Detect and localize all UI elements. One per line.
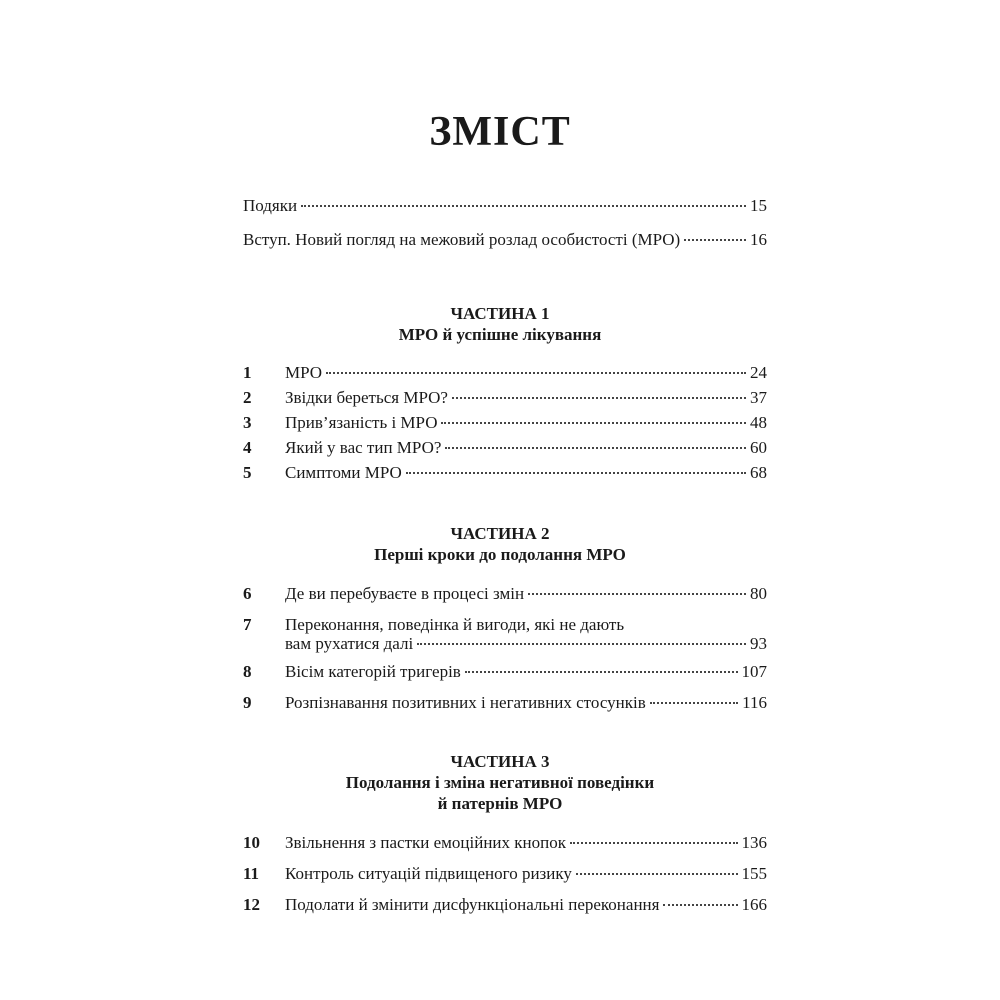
dot-leader <box>663 904 737 906</box>
toc-page-number: 155 <box>741 864 767 883</box>
dot-leader <box>528 593 746 595</box>
toc-page-number: 37 <box>750 388 767 407</box>
toc-chapter-8[interactable] <box>243 661 767 683</box>
dot-leader <box>465 671 738 673</box>
toc-chapter-1[interactable] <box>243 362 767 384</box>
chapter-number: 9 <box>243 693 252 712</box>
part-3-heading: ЧАСТИНА 3 <box>450 752 550 771</box>
dot-leader <box>417 643 746 645</box>
chapter-title: Звільнення з пастки емоційних кнопок <box>285 833 566 852</box>
part-1-heading: ЧАСТИНА 1 <box>450 304 550 323</box>
toc-entry-acknowledgements[interactable] <box>243 195 767 217</box>
part-1-subtitle: МРО й успішне лікування <box>398 325 602 344</box>
part-2-subtitle: Перші кроки до подолання МРО <box>374 545 626 564</box>
toc-chapter-12[interactable] <box>243 894 767 916</box>
chapter-title: Переконання, поведінка й вигоди, які не дають <box>285 615 625 634</box>
toc-entry-label: Вступ. Новий погляд на межовий розлад особистості (МРО) <box>243 230 681 249</box>
toc-page-number: 116 <box>742 693 767 712</box>
toc-chapter-6[interactable] <box>243 583 767 605</box>
chapter-title: Розпізнавання позитивних і негативних стосунків <box>285 693 646 712</box>
dot-leader <box>650 702 738 704</box>
dot-leader <box>684 239 746 241</box>
toc-page-number: 136 <box>741 833 767 852</box>
toc-page-number: 48 <box>750 413 767 432</box>
toc-entry-introduction[interactable] <box>243 229 767 251</box>
chapter-title: Прив’язаність і МРО <box>285 413 438 432</box>
page-title: ЗМІСТ <box>429 109 571 155</box>
chapter-number: 8 <box>243 662 252 681</box>
toc-chapter-10[interactable] <box>243 832 767 854</box>
toc-page-number: 93 <box>750 634 767 653</box>
dot-leader <box>570 842 738 844</box>
chapter-number: 2 <box>243 388 252 407</box>
chapter-title: Контроль ситуацій підвищеного ризику <box>285 864 572 883</box>
part-3-subtitle-line-2: й патернів МРО <box>437 794 563 813</box>
dot-leader <box>301 205 746 207</box>
toc-entry-label: Подяки <box>243 196 298 215</box>
toc-page-number: 107 <box>741 662 767 681</box>
dot-leader <box>576 873 738 875</box>
chapter-title: Подолати й змінити дисфункціональні переконання <box>285 895 660 914</box>
dot-leader <box>406 472 746 474</box>
toc-chapter-7-line-2[interactable] <box>285 633 767 655</box>
chapter-title: Який у вас тип МРО? <box>285 438 442 457</box>
toc-chapter-5[interactable] <box>243 462 767 484</box>
chapter-title: Звідки береться МРО? <box>285 388 448 407</box>
dot-leader <box>445 447 746 449</box>
chapter-title-continued: вам рухатися далі <box>285 634 414 653</box>
toc-page-number: 68 <box>750 463 767 482</box>
dot-leader <box>441 422 746 424</box>
dot-leader <box>326 372 746 374</box>
chapter-number: 4 <box>243 438 252 457</box>
toc-page-number: 24 <box>750 363 767 382</box>
chapter-number: 10 <box>243 833 260 852</box>
part-2-heading: ЧАСТИНА 2 <box>450 524 550 543</box>
chapter-number: 1 <box>243 363 252 382</box>
part-3-subtitle-line-1: Подолання і зміна негативної поведінки <box>345 773 655 792</box>
chapter-title: МРО <box>285 363 323 382</box>
toc-chapter-9[interactable] <box>243 692 767 714</box>
chapter-title: Симптоми МРО <box>285 463 402 482</box>
toc-chapter-4[interactable] <box>243 437 767 459</box>
chapter-number: 5 <box>243 463 252 482</box>
chapter-number: 3 <box>243 413 252 432</box>
toc-page-number: 16 <box>750 230 767 249</box>
chapter-number: 12 <box>243 895 260 914</box>
toc-page-number: 80 <box>750 584 767 603</box>
toc-chapter-3[interactable] <box>243 412 767 434</box>
toc-page-number: 166 <box>741 895 767 914</box>
toc-page-number: 60 <box>750 438 767 457</box>
toc-chapter-2[interactable] <box>243 387 767 409</box>
chapter-title: Вісім категорій тригерів <box>285 662 461 681</box>
toc-chapter-11[interactable] <box>243 863 767 885</box>
chapter-title: Де ви перебуваєте в процесі змін <box>285 584 525 603</box>
chapter-number: 7 <box>243 615 252 634</box>
chapter-number: 11 <box>243 864 260 883</box>
dot-leader <box>452 397 746 399</box>
toc-page-number: 15 <box>750 196 767 215</box>
chapter-number: 6 <box>243 584 252 603</box>
